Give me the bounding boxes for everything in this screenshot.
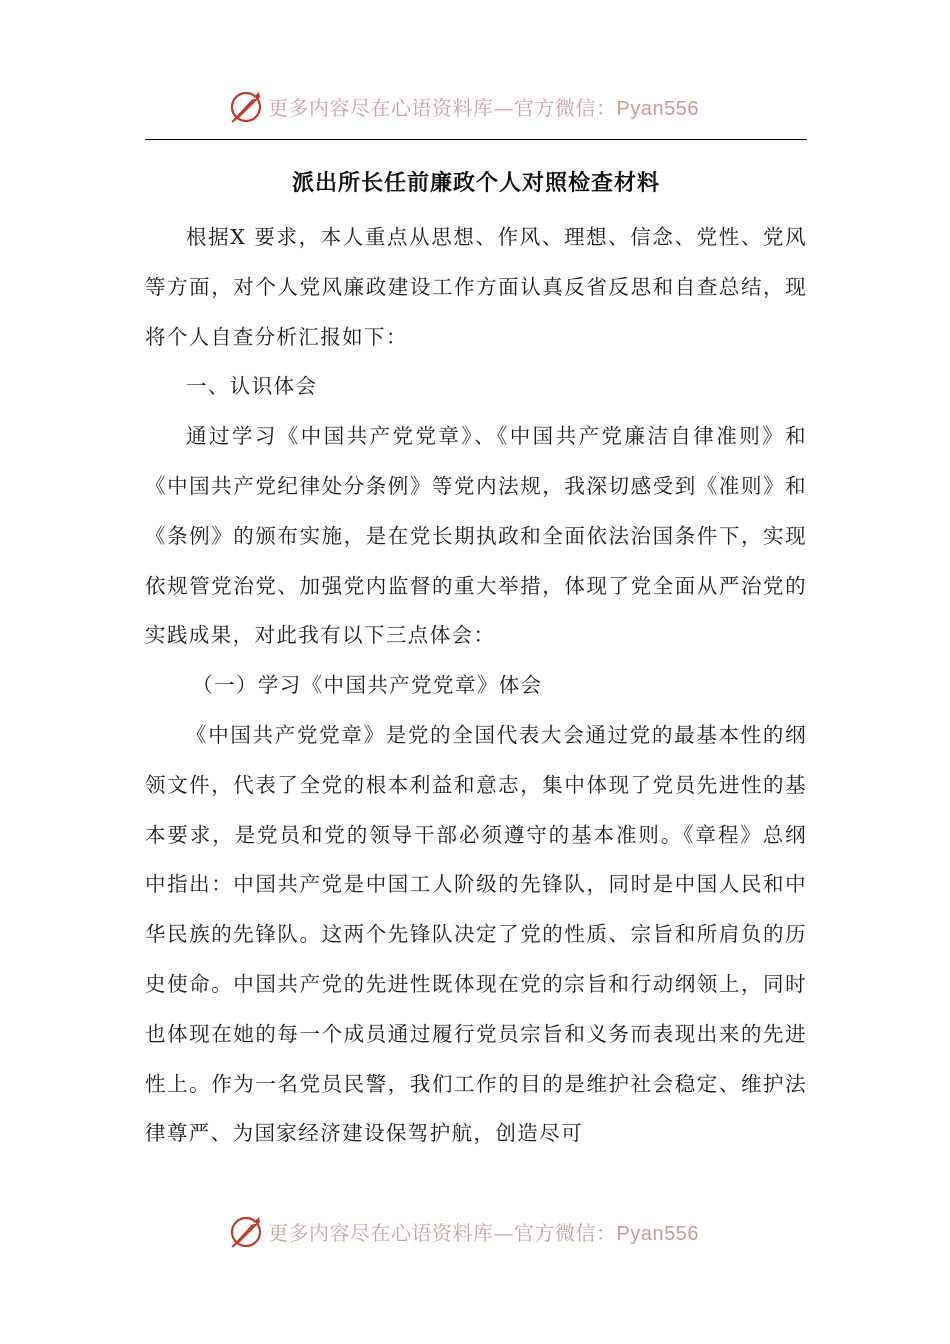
footer-banner-label: 更多内容尽在心语资料库—官方微信： — [268, 1221, 617, 1245]
paragraph-charter: 《中国共产党党章》是党的全国代表大会通过党的最基本性的纲领文件，代表了全党的根本利益和意志，集中体现了党员先进性的基本要求，是党员和党的领导干部必须遵守的基本准则。《章程》总纲中指出：中国共产党是中国工人阶级的先锋队，同时是中国人民和中华民族的先锋队。这两个先锋队决定了党的性质、宗旨和所肩负的历史使命。中国共产党的先进性既体现在党的宗旨和行动纲领上，同时也体现在她的每一个成员通过履行党员宗旨和义务而表现出来的先进性上。作为一名党员民警，我们工作的目的是维护社会稳定、维护法律尊严、为国家经济建设保驾护航，创造尽可 — [145, 722, 807, 1146]
document-body — [145, 213, 807, 1159]
header-divider — [145, 139, 807, 140]
paragraph-study: 通过学习《中国共产党党章》、《中国共产党廉洁自律准则》和《中国共产党纪律处分条例》等党内法规，我深切感受到《准则》和《条例》的颁布实施，是在党长期执政和全面依法治国条件下，实现依规管党治党、加强党内监督的重大举措，体现了党全面从严治党的实践成果，对此我有以下三点体会： — [145, 424, 807, 648]
subsection-heading: （一）学习《中国共产党党章》体会 — [192, 673, 543, 698]
header-banner-label: 更多内容尽在心语资料库—官方微信： — [268, 96, 617, 120]
section-heading: 一、认识体会 — [186, 374, 318, 399]
footer-banner — [0, 1211, 950, 1251]
quill-logo-icon — [226, 1211, 266, 1251]
quill-logo-icon — [226, 86, 266, 126]
footer-banner-handle: Pyan556 — [616, 1223, 699, 1245]
document-title: 派出所长任前廉政个人对照检查材料 — [291, 170, 660, 196]
header-banner-handle: Pyan556 — [616, 98, 699, 120]
header-banner-text — [268, 92, 699, 121]
header-banner — [0, 86, 950, 126]
footer-banner-text — [268, 1217, 699, 1246]
paragraph-intro: 根据X 要求，本人重点从思想、作风、理想、信念、党性、党风等方面，对个人党风廉政建设工作方面认真反省反思和自查总结，现将个人自查分析汇报如下： — [145, 225, 807, 349]
